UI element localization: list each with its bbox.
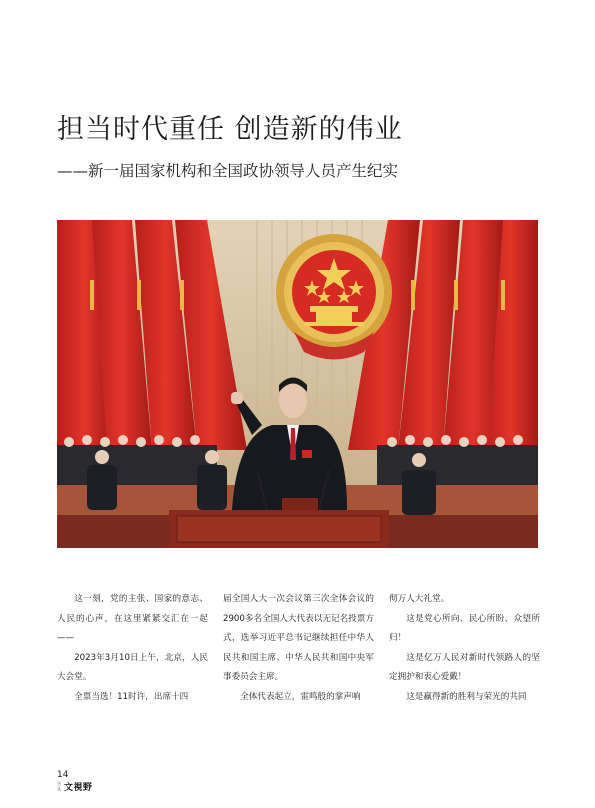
paragraph: 全体代表起立，雷鸣般的掌声响 — [240, 691, 361, 702]
body-column-3 — [389, 590, 540, 740]
photo-illustration — [57, 220, 538, 548]
page-number: 14 — [57, 770, 69, 780]
article-body — [57, 590, 540, 740]
logo-small-text: 吉文 — [57, 781, 61, 791]
body-column-1 — [57, 590, 208, 740]
magazine-logo — [57, 780, 93, 792]
paragraph: 这一刻，党的主张、国家的意志、人民的心声，在这里紧紧交汇在一起—— — [57, 594, 208, 644]
paragraph: 这是亿万人民对新时代领路人的坚定拥护和衷心爱戴！ — [389, 652, 540, 683]
paragraph: 全票当选！11时许，出席十四 — [74, 691, 189, 702]
paragraph: 届全国人大一次会议第三次全体会议的2900多名全国人大代表以无记名投票方式，选举习近平总书记继续担任中华人民共和国主席、中华人民共和国中央军事委员会主席。 — [223, 594, 374, 683]
paragraph: 2023年3月10日上午，北京，人民大会堂。 — [57, 652, 208, 683]
logo-main-text: 文視野 — [64, 782, 93, 793]
article-title: 担当时代重任 创造新的伟业 — [57, 114, 403, 145]
paragraph: 这是党心所向、民心所盼、众望所归！ — [389, 613, 540, 644]
paragraph: 这是赢得新的胜利与荣光的共同 — [406, 691, 527, 702]
body-column-2 — [223, 590, 374, 740]
article-photo — [57, 220, 538, 548]
paragraph: 彻万人大礼堂。 — [389, 594, 450, 604]
article-subtitle: ——新一届国家机构和全国政协领导人员产生纪实 — [57, 162, 399, 180]
